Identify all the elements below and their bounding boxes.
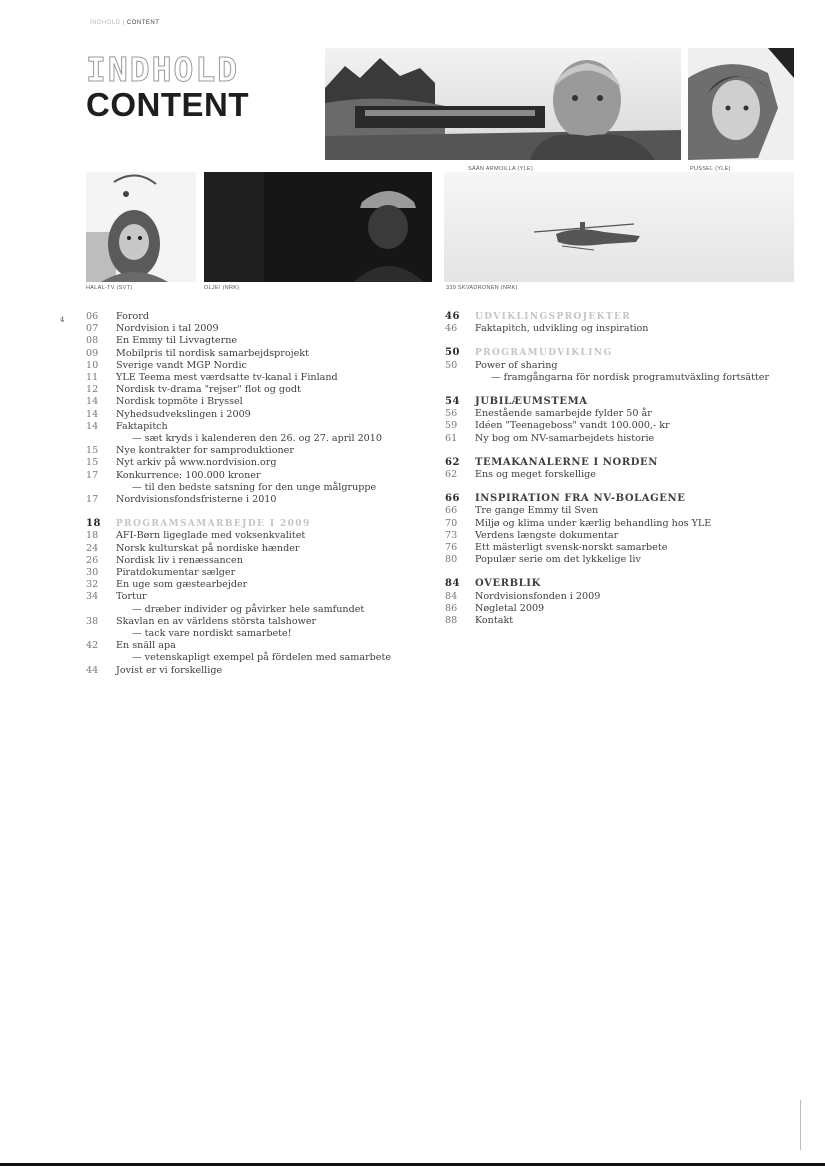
toc-entry[interactable]: [445, 518, 790, 530]
toc-entry[interactable]: [86, 348, 431, 360]
toc-title: — framgångarna för nordisk programutväxling fortsätter: [491, 371, 770, 383]
pussel-image: [688, 48, 794, 160]
toc-title: Miljø og klima under kærlig behandling hos YLE: [475, 517, 712, 529]
toc-title: Ett mästerligt svensk-norskt samarbete: [475, 542, 668, 554]
toc-entry[interactable]: [445, 420, 790, 432]
toc-entry[interactable]: [445, 360, 790, 372]
toc-spacer: [445, 335, 790, 347]
page-title: CONTENT: [86, 86, 249, 123]
toc-page-number: 70: [445, 517, 458, 529]
toc-title: En Emmy til Livvagterne: [116, 335, 238, 347]
toc-section-heading[interactable]: [445, 578, 790, 590]
toc-entry[interactable]: [86, 591, 431, 603]
caption-halal: HALAL-TV (SVT): [86, 285, 133, 291]
toc-title: Sverige vandt MGP Nordic: [116, 359, 247, 371]
toc-section-heading[interactable]: [445, 396, 790, 408]
toc-entry[interactable]: [86, 555, 431, 567]
scan-bottom-rule: [0, 1163, 825, 1166]
toc-page-number: 14: [86, 420, 99, 432]
skvadronen-image: [444, 172, 794, 282]
toc-entry[interactable]: [86, 457, 431, 469]
toc-entry[interactable]: [86, 470, 431, 482]
toc-section-heading[interactable]: [445, 311, 790, 323]
olje-image: [204, 172, 432, 282]
photo-armoilla: [325, 48, 681, 160]
toc-title: OVERBLIK: [475, 578, 541, 590]
toc-page-number: 38: [86, 615, 99, 627]
toc-page-number: [86, 652, 116, 664]
toc-title: Kontakt: [475, 615, 514, 627]
toc-title: — til den bedste satsning for den unge målgruppe: [132, 481, 377, 493]
toc-page-number: 18: [86, 518, 102, 530]
toc-title: Nordisk tv-drama "rejser" flot og godt: [116, 384, 301, 396]
toc-page-number: 15: [86, 445, 99, 457]
toc-page-number: 09: [86, 347, 99, 359]
toc-entry[interactable]: [86, 543, 431, 555]
toc-title: Nordisk liv i renæssancen: [116, 554, 243, 566]
toc-page-number: 86: [445, 602, 458, 614]
toc-title: Power of sharing: [475, 359, 558, 371]
toc-page-number: 34: [86, 591, 99, 603]
caption-pussel: PUSSEL (YLE): [690, 166, 731, 172]
toc-title: En snäll apa: [116, 640, 176, 652]
section-tag: INDHOLD | CONTENT: [90, 20, 160, 26]
toc-page-number: 44: [86, 664, 99, 676]
toc-page-number: 66: [445, 505, 458, 517]
toc-page-number: [86, 604, 116, 616]
toc-entry[interactable]: [86, 323, 431, 335]
toc-page-number: 46: [445, 323, 458, 335]
toc-title: Piratdokumentar sælger: [116, 567, 236, 579]
toc-entry[interactable]: [445, 603, 790, 615]
toc-entry[interactable]: [445, 530, 790, 542]
toc-entry[interactable]: [86, 421, 431, 433]
toc-title: Ens og meget forskellige: [475, 469, 596, 481]
toc-page-number: [86, 433, 116, 445]
toc-page-number: 10: [86, 359, 99, 371]
toc-title: En uge som gæstearbejder: [116, 579, 248, 591]
toc-title: Jovist er vi forskellige: [116, 664, 223, 676]
toc-entry[interactable]: [86, 409, 431, 421]
toc-title: Ny bog om NV-samarbejdets historie: [475, 432, 655, 444]
toc-entry[interactable]: [86, 360, 431, 372]
toc-page-number: 11: [86, 372, 99, 384]
toc-left-column: [86, 311, 431, 677]
toc-title: — dræber individer og påvirker hele samfundet: [132, 603, 365, 615]
toc-title: — tack vare nordiskt samarbete!: [132, 628, 292, 640]
toc-page-number: 59: [445, 420, 458, 432]
toc-title: Faktapitch, udvikling og inspiration: [475, 323, 649, 335]
photo-halal: [86, 172, 196, 282]
toc-subtitle[interactable]: [86, 482, 431, 494]
toc-title: Norsk kulturskat på nordiske hænder: [116, 542, 300, 554]
toc-entry[interactable]: [445, 323, 790, 335]
toc-page-number: 54: [445, 396, 461, 408]
toc-page-number: 08: [86, 335, 99, 347]
toc-page-number: 42: [86, 640, 99, 652]
toc-page-number: 06: [86, 311, 99, 322]
toc-page-number: 62: [445, 469, 458, 481]
toc-page-number: 12: [86, 384, 99, 396]
toc-page-number: 73: [445, 529, 458, 541]
toc-page-number: 24: [86, 542, 99, 554]
toc-page-number: 17: [86, 494, 99, 506]
toc-section-heading[interactable]: [445, 493, 790, 505]
toc-title: YLE Teema mest værdsatte tv-kanal i Finland: [116, 372, 338, 384]
toc-title: TEMAKANALERNE I NORDEN: [475, 456, 658, 468]
toc-title: PROGRAMSAMARBEJDE I 2009: [116, 519, 311, 530]
toc-title: Nøgletal 2009: [475, 602, 545, 614]
toc-page-number: 61: [445, 432, 458, 444]
toc-page-number: 14: [86, 408, 99, 420]
toc-title: — vetenskapligt exempel på fördelen med samarbete: [132, 652, 392, 664]
toc-title: Skavlan en av världens största talshower: [116, 615, 317, 627]
toc-title: Nordisk topmöte i Bryssel: [116, 396, 243, 408]
toc-title: Faktapitch: [116, 420, 168, 432]
toc-page-number: [86, 628, 116, 640]
toc-entry[interactable]: [86, 665, 431, 677]
toc-title: Konkurrence: 100.000 kroner: [116, 469, 261, 481]
toc-entry[interactable]: [86, 311, 431, 323]
toc-subtitle[interactable]: [86, 433, 431, 445]
toc-title: Tre gange Emmy til Sven: [475, 505, 599, 517]
toc-page-number: 15: [86, 457, 99, 469]
toc-title: UDVIKLINGSPROJEKTER: [475, 312, 632, 322]
toc-entry[interactable]: [445, 433, 790, 445]
toc-page-number: 62: [445, 456, 461, 468]
armoilla-image: [325, 48, 681, 160]
toc-entry[interactable]: [445, 408, 790, 420]
toc-page-number: 88: [445, 615, 458, 627]
caption-olje: OLJE! (NRK): [204, 285, 240, 291]
toc-title: Mobilpris til nordisk samarbejdsprojekt: [116, 347, 309, 359]
toc-entry[interactable]: [445, 505, 790, 517]
toc-entry[interactable]: [86, 445, 431, 457]
toc-title: Nordvision i tal 2009: [116, 323, 219, 335]
scan-side-rule: [800, 1100, 801, 1150]
toc-spacer: [86, 506, 431, 518]
toc-entry[interactable]: [445, 554, 790, 566]
toc-title: INSPIRATION FRA NV-BOLAGENE: [475, 493, 686, 505]
title-outline: INDHOLD: [86, 50, 240, 89]
toc-page-number: 76: [445, 542, 458, 554]
toc-page-number: 07: [86, 323, 99, 335]
toc-title: Enestående samarbejde fylder 50 år: [475, 408, 652, 420]
toc-entry[interactable]: [86, 616, 431, 628]
section-tag-prefix: INDHOLD: [90, 20, 121, 26]
toc-section-heading[interactable]: [445, 347, 790, 359]
toc-page-number: 80: [445, 554, 458, 566]
toc-subtitle[interactable]: [86, 604, 431, 616]
toc-subtitle[interactable]: [86, 628, 431, 640]
photo-olje: [204, 172, 432, 282]
toc-title: Populær serie om det lykkelige liv: [475, 554, 641, 566]
section-tag-label: CONTENT: [126, 20, 160, 26]
toc-spacer: [445, 445, 790, 457]
toc-subtitle[interactable]: [445, 372, 790, 384]
toc-page-number: 14: [86, 396, 99, 408]
toc-page-number: [86, 482, 116, 494]
toc-page-number: 66: [445, 493, 461, 505]
toc-entry[interactable]: [86, 494, 431, 506]
toc-entry[interactable]: [86, 530, 431, 542]
toc-page-number: 84: [445, 578, 461, 590]
toc-page-number: 30: [86, 567, 99, 579]
toc-entry[interactable]: [86, 384, 431, 396]
toc-right-column: [445, 311, 790, 627]
toc-entry[interactable]: [86, 396, 431, 408]
caption-armoilla: SÄÄN ARMOILLA (YLE): [468, 166, 533, 172]
caption-skvadronen: 330 SKVADRONEN (NRK): [446, 285, 518, 291]
toc-title: Nyhedsudvekslingen i 2009: [116, 408, 251, 420]
toc-entry[interactable]: [445, 542, 790, 554]
toc-title: JUBILÆUMSTEMA: [475, 396, 588, 408]
toc-page-number: 26: [86, 554, 99, 566]
toc-spacer: [445, 481, 790, 493]
toc-page-number: 46: [445, 311, 461, 322]
toc-title: AFI-Børn ligeglade med voksenkvalitet: [116, 530, 306, 542]
toc-page-number: 18: [86, 530, 99, 542]
toc-spacer: [445, 384, 790, 396]
toc-title: — sæt kryds i kalenderen den 26. og 27. april 2010: [132, 433, 382, 445]
toc-page-number: 56: [445, 408, 458, 420]
toc-title: Nye kontrakter for samproduktioner: [116, 445, 294, 457]
photo-pussel: [688, 48, 794, 160]
halal-image: [86, 172, 196, 282]
toc-entry[interactable]: [86, 335, 431, 347]
toc-page-number: 17: [86, 469, 99, 481]
toc-page-number: 84: [445, 590, 458, 602]
toc-section-heading[interactable]: [445, 457, 790, 469]
toc-page-number: 32: [86, 579, 99, 591]
toc-entry[interactable]: [86, 567, 431, 579]
toc-entry[interactable]: [86, 640, 431, 652]
toc-title: Idéen "Teenageboss" vandt 100.000,- kr: [475, 420, 670, 432]
page-number: 4: [60, 316, 65, 324]
toc-title: Tortur: [116, 591, 147, 603]
toc-title: Nyt arkiv på www.nordvision.org: [116, 457, 277, 469]
toc-entry[interactable]: [86, 372, 431, 384]
toc-entry[interactable]: [86, 579, 431, 591]
toc-page-number: [445, 372, 475, 384]
toc-title: Nordvisionsfonden i 2009: [475, 590, 601, 602]
toc-section-heading[interactable]: [86, 518, 431, 530]
toc-title: Nordvisionsfondsfristerne i 2010: [116, 494, 277, 506]
toc-spacer: [445, 566, 790, 578]
toc-page-number: 50: [445, 347, 461, 359]
toc-entry[interactable]: [445, 591, 790, 603]
toc-page-number: 50: [445, 359, 458, 371]
toc-entry[interactable]: [445, 469, 790, 481]
toc-subtitle[interactable]: [86, 652, 431, 664]
photo-skvadronen: [444, 172, 794, 282]
toc-title: Verdens længste dokumentar: [475, 529, 619, 541]
toc-title: Forord: [116, 311, 149, 322]
toc-title: PROGRAMUDVIKLING: [475, 348, 613, 359]
toc-entry[interactable]: [445, 615, 790, 627]
